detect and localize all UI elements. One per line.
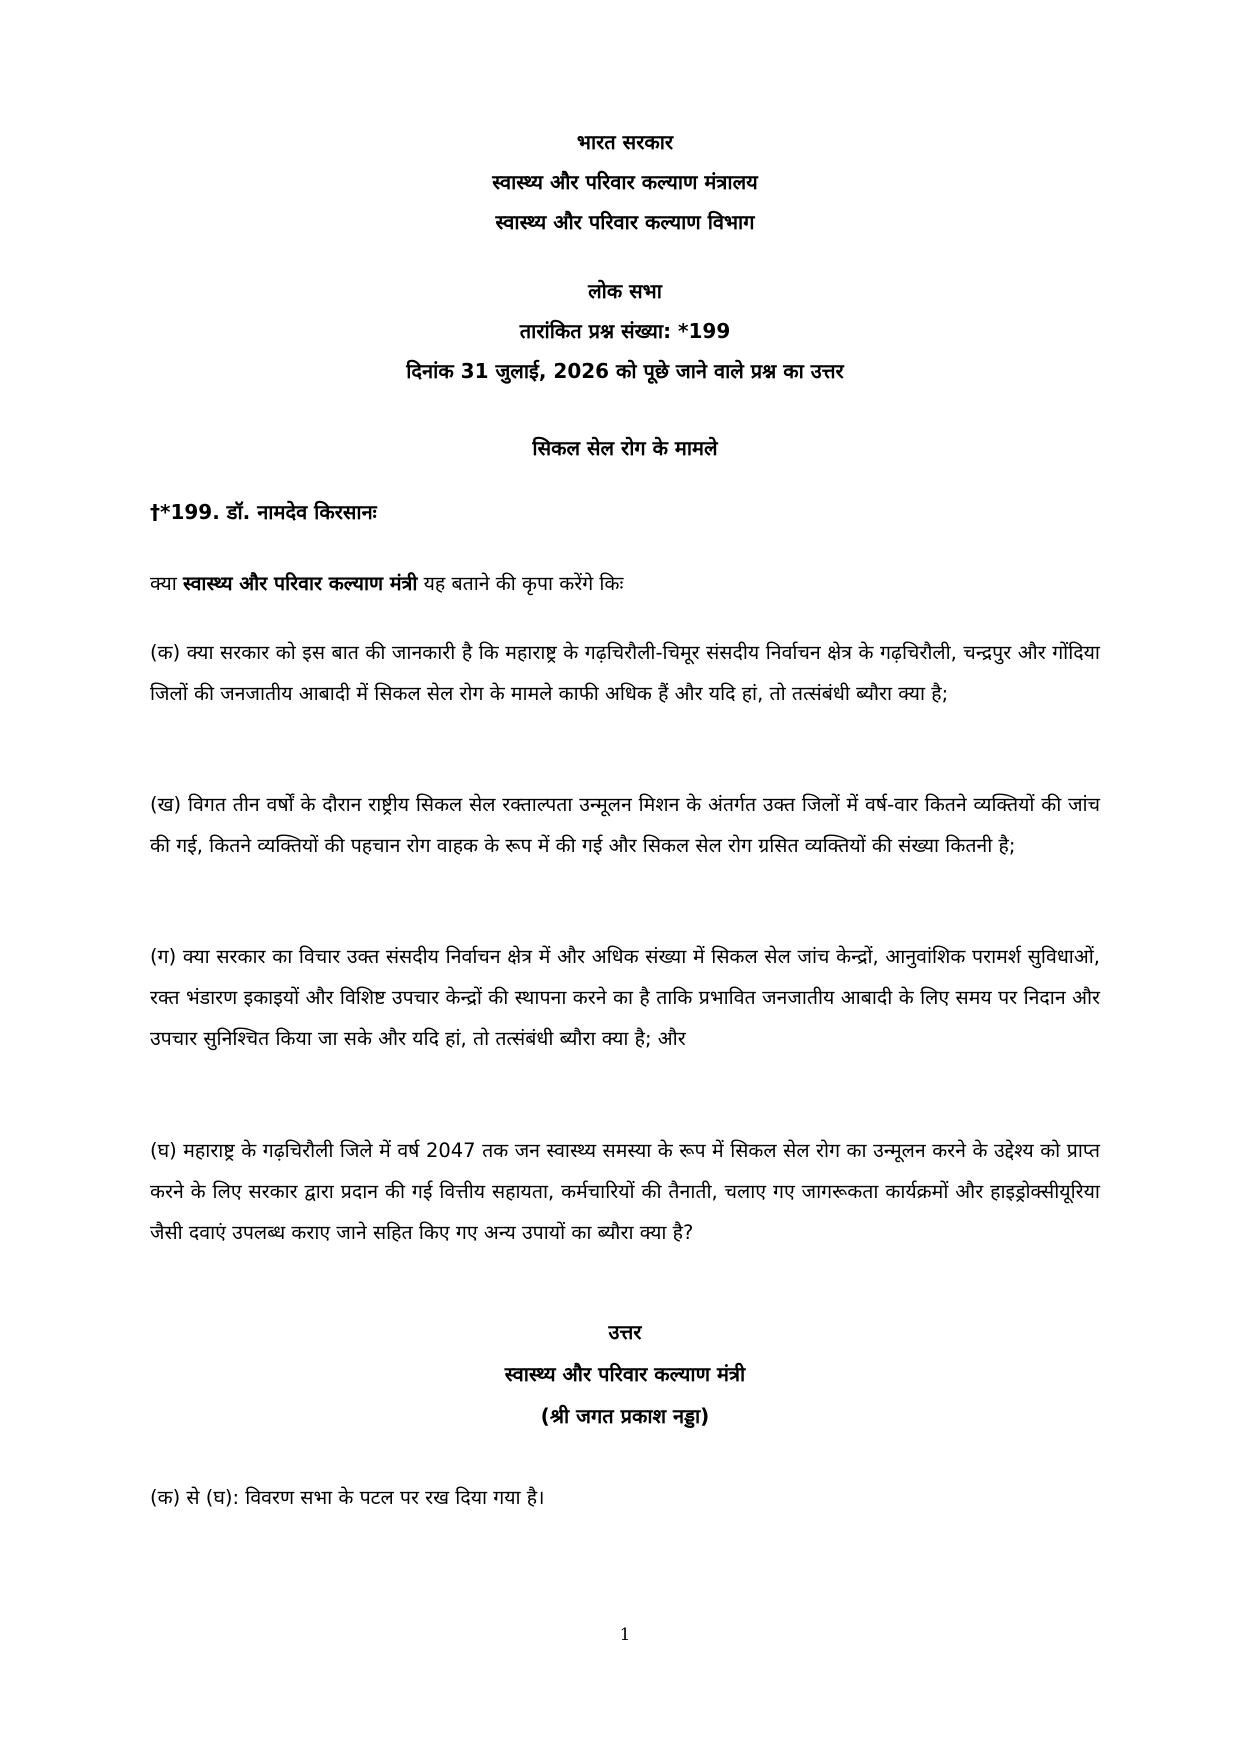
- question-type-number: तारांकित प्रश्न संख्या: *199: [519, 319, 731, 343]
- government-header: [150, 122, 1100, 242]
- answer-minister-title: स्वास्थ्य और परिवार कल्याण मंत्री: [504, 1362, 746, 1386]
- intro-prefix: क्या: [150, 572, 183, 595]
- question-part-d: (घ) महाराष्ट्र के गढ़चिरौली जिले में वर्ष 2047 तक जन स्वास्थ्य समस्या के रूप में सिकल सेल रोग का उन्मूलन करने के उद्देश्य को प्राप्त करने के लिए सरकार द्वारा प्रदान की गई वित्तीय सहायता, कर्मचारियों की तैनाती, चलाए गए जागरूकता कार्यक्रमों और हाइड्रोक्सीयूरिया जैसी दवाएं उपलब्ध कराए जाने सहित किए गए अन्य उपायों का ब्यौरा क्या है?: [150, 1139, 1100, 1244]
- answer-heading: उत्तर: [608, 1320, 642, 1344]
- house-header: [150, 271, 1100, 391]
- answer-date-line: दिनांक 31 जुलाई, 2026 को पूछे जाने वाले प्रश्न का उत्तर: [406, 359, 844, 383]
- document-page: [150, 0, 1100, 1754]
- house-name: लोक सभा: [588, 279, 662, 303]
- question-part-a: (क) क्या सरकार को इस बात की जानकारी है कि महाराष्ट्र के गढ़चिरौली-चिमूर संसदीय निर्वाचन क्षेत्र के गढ़चिरौली, चन्द्रपुर और गोंदिया जिलों की जनजातीय आबादी में सिकल सेल रोग के मामले काफी अधिक हैं और यदि हां, तो तत्संबंधी ब्यौरा क्या है;: [150, 641, 1100, 705]
- page-number: 1: [619, 1625, 631, 1645]
- answer-reply: (क) से (घ): विवरण सभा के पटल पर रख दिया गया है।: [150, 1486, 545, 1509]
- question-part-b: (ख) विगत तीन वर्षों के दौरान राष्ट्रीय सिकल सेल रक्ताल्पता उन्मूलन मिशन के अंतर्गत उक्त जिलों में वर्ष-वार कितने व्यक्तियों की जांच की गई, कितने व्यक्तियों की पहचान रोग वाहक के रूप में की गई और सिकल सेल रोग ग्रसित व्यक्तियों की संख्या कितनी है;: [150, 793, 1100, 857]
- ministry-name: स्वास्थ्य और परिवार कल्याण मंत्रालय: [492, 170, 758, 194]
- intro-minister: स्वास्थ्य और परिवार कल्याण मंत्री: [183, 572, 418, 595]
- question-part-c: (ग) क्या सरकार का विचार उक्त संसदीय निर्वाचन क्षेत्र में और अधिक संख्या में सिकल सेल जांच केन्द्रों, आनुवांशिक परामर्श सुविधाओं, रक्त भंडारण इकाइयों और विशिष्ट उपचार केन्द्रों की स्थापना करने का है ताकि प्रभावित जनजातीय आबादी के लिए समय पर निदान और उपचार सुनिश्चित किया जा सके और यदि हां, तो तत्संबंधी ब्यौरा क्या है; और: [150, 945, 1100, 1050]
- answer-minister-name: (श्री जगत प्रकाश नड्डा): [540, 1404, 710, 1428]
- question-intro: [150, 563, 1100, 604]
- subject-title: सिकल सेल रोग के मामले: [532, 436, 718, 460]
- answer-header: [150, 1311, 1100, 1437]
- intro-suffix: यह बताने की कृपा करेंगे किः: [417, 572, 624, 595]
- department-name: स्वास्थ्य और परिवार कल्याण विभाग: [495, 210, 755, 234]
- question-number-member: †*199. डॉ. नामदेव किरसानः: [150, 500, 377, 524]
- government-name: भारत सरकार: [576, 130, 674, 154]
